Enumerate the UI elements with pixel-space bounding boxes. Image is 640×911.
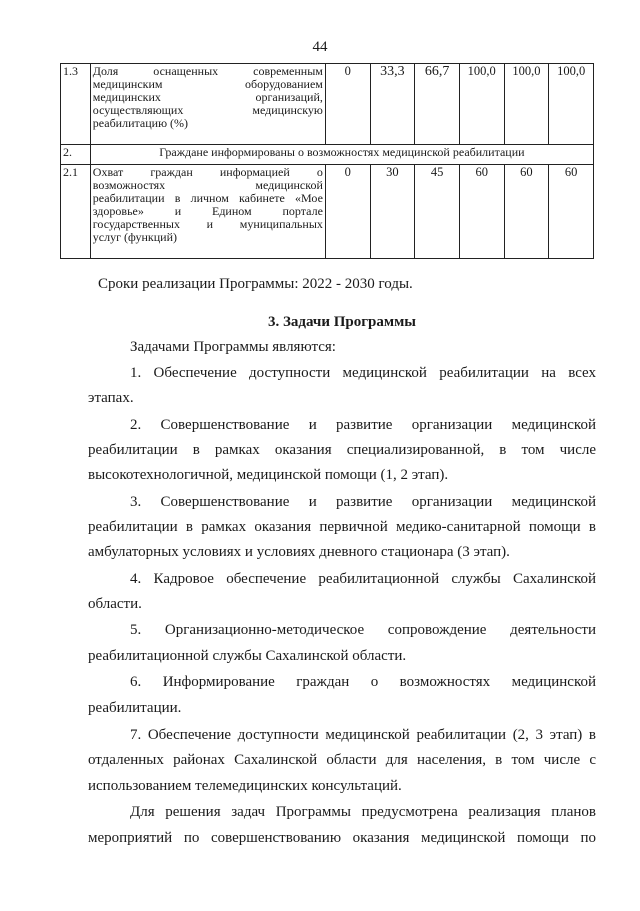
indicators-table [60, 63, 594, 259]
value-cell: 66,7 [415, 64, 460, 145]
section-row-text: Граждане информированы о возможностях медицинской реабилитации [90, 145, 593, 165]
description-line: реабилитацию (%) [92, 116, 189, 130]
row-description [90, 165, 325, 259]
description-line: медицинским оборудованием [92, 77, 323, 91]
value-cell: 60 [504, 165, 549, 259]
paragraph-line: этапах. [88, 390, 134, 406]
paragraph-line: отдаленных районах Сахалинской области для населения, в том числе с [88, 752, 596, 768]
paragraph-line: 4. Кадровое обеспечение реабилитационной службы Сахалинской [130, 571, 596, 587]
row-description [90, 64, 325, 145]
table-row [61, 145, 594, 165]
description-line: услуг (функций) [92, 230, 178, 244]
value-cell: 0 [325, 64, 370, 145]
description-line: Доля оснащенных современным [92, 64, 323, 78]
description-line: Охват граждан информацией о [92, 165, 323, 179]
value-cell: 45 [415, 165, 460, 259]
paragraph-line: реабилитации. [88, 700, 182, 716]
value-cell: 60 [549, 165, 594, 259]
paragraph-line: 6. Информирование граждан о возможностях медицинской [130, 674, 596, 690]
value-cell: 100,0 [459, 64, 504, 145]
value-cell: 100,0 [549, 64, 594, 145]
paragraph-line: Для решения задач Программы предусмотрена реализация планов [130, 804, 596, 820]
row-number: 2.1 [61, 165, 91, 259]
paragraph-line: амбулаторных условиях и условиях дневного стационара (3 этап). [88, 544, 510, 560]
row-number: 2. [61, 145, 91, 165]
description-line: здоровье» и Едином портале [92, 204, 323, 218]
description-line: возможностях медицинской [92, 178, 323, 192]
value-cell: 60 [459, 165, 504, 259]
paragraph-line: высокотехнологичной, медицинской помощи (1, 2 этап). [88, 467, 449, 483]
paragraph-line: 1. Обеспечение доступности медицинской реабилитации на всех [130, 365, 596, 381]
table-row [61, 165, 594, 259]
program-terms: Сроки реализации Программы: 2022 - 2030 годы. [98, 276, 413, 292]
value-cell: 0 [325, 165, 370, 259]
description-line: медицинских организаций, [92, 90, 323, 104]
paragraph-line: 2. Совершенствование и развитие организации медицинской [130, 417, 596, 433]
paragraph-line: использованием телемедицинских консультаций. [88, 778, 402, 794]
description-line: государственных и муниципальных [92, 217, 323, 231]
paragraph-line: области. [88, 596, 142, 612]
paragraph-line: 7. Обеспечение доступности медицинской реабилитации (2, 3 этап) в [130, 727, 596, 743]
paragraph-line: мероприятий по совершенствованию оказания медицинской помощи по [88, 830, 596, 846]
paragraph-line: 3. Совершенствование и развитие организации медицинской [130, 494, 596, 510]
value-cell: 30 [370, 165, 415, 259]
value-cell: 33,3 [370, 64, 415, 145]
row-number: 1.3 [61, 64, 91, 145]
page-number: 44 [312, 39, 328, 55]
paragraph-line: реабилитационной службы Сахалинской области. [88, 648, 407, 664]
value-cell: 100,0 [504, 64, 549, 145]
tasks-intro: Задачами Программы являются: [130, 339, 336, 355]
description-line: осуществляющих медицинскую [92, 103, 323, 117]
description-line: реабилитации в личном кабинете «Мое [92, 191, 323, 205]
paragraph-line: реабилитации в рамках оказания специализированной, в том числе [88, 442, 596, 458]
paragraph-line: реабилитации в рамках оказания первичной медико-санитарной помощи в [88, 519, 596, 535]
paragraph-line: 5. Организационно-методическое сопровождение деятельности [130, 622, 596, 638]
section-heading: 3. Задачи Программы [267, 314, 417, 330]
table-row [61, 64, 594, 145]
